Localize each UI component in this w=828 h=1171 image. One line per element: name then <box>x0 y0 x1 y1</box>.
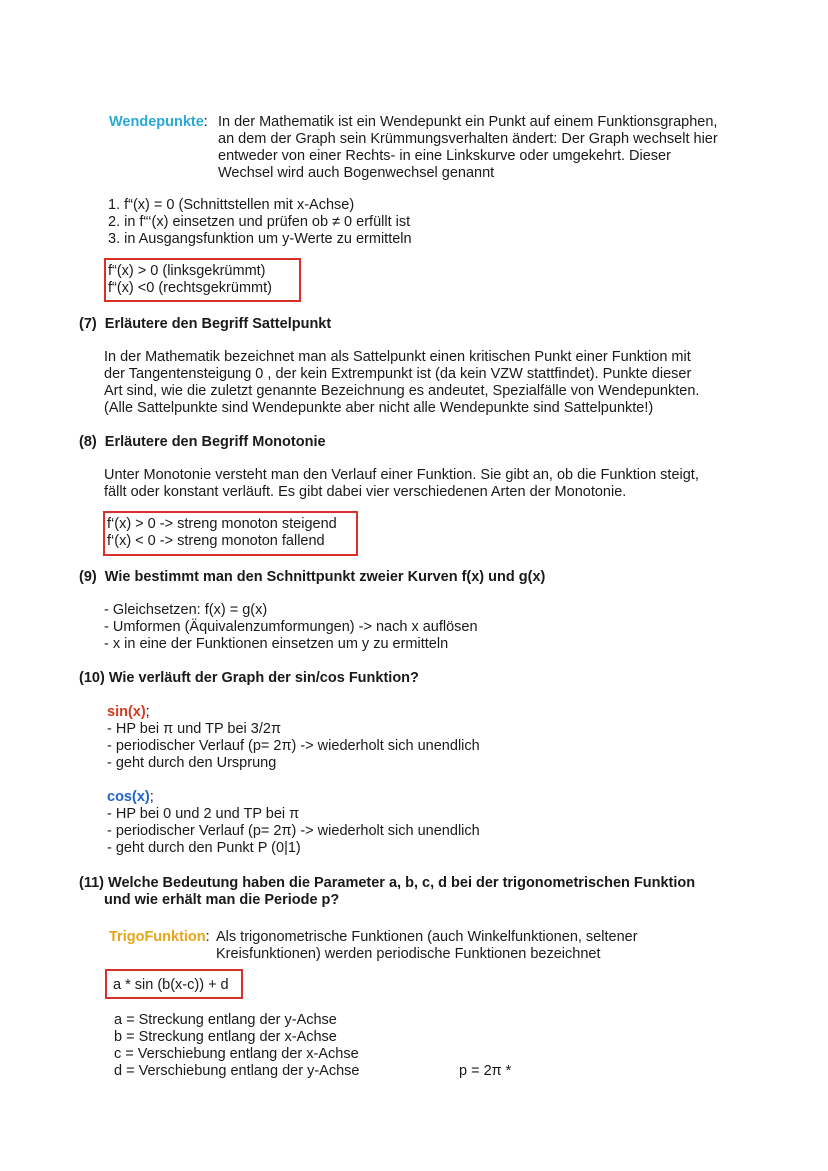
list-item: b = Streckung entlang der x-Achse <box>114 1029 337 1045</box>
list-item: 2. in f“‘(x) einsetzen und prüfen ob ≠ 0 erfüllt ist <box>108 214 411 230</box>
question-8-text: Unter Monotonie versteht man den Verlauf einer Funktion. Sie gibt an, ob die Funktion steigt, fällt oder konstant verläuft. Es gibt dabei vier verschiedenen Arten der Monotonie. <box>104 467 699 500</box>
question-7-heading: (7) Erläutere den Begriff Sattelpunkt <box>79 316 332 332</box>
list-item: - geht durch den Punkt P (0|1) <box>107 840 301 856</box>
trigo-definition: Als trigonometrische Funktionen (auch Winkelfunktionen, seltener Kreisfunktionen) werden periodische Funktionen bezeichnet <box>216 929 638 962</box>
question-11-heading: (11) Welche Bedeutung haben die Parameter a, b, c, d bei der trigonometrischen Funktion und wie erhält man die Periode p? <box>79 875 696 908</box>
trigo-term-line: TrigoFunktion: <box>109 929 210 945</box>
wendepunkte-term-line: Wendepunkte: <box>109 114 208 130</box>
parameter-list <box>114 1012 359 1080</box>
cos-block: cos(x); - HP bei 0 und 2 und TP bei π - periodischer Verlauf (p= 2π) -> wiederholt sich unendlich - geht durch den Punkt P (0|1) <box>107 789 480 856</box>
list-item: - Umformen (Äquivalenzumformungen) -> nach x auflösen <box>104 619 478 635</box>
formula-box: a * sin (b(x-c)) + d <box>105 969 243 999</box>
question-10-heading: (10) Wie verläuft der Graph der sin/cos Funktion? <box>79 670 419 686</box>
list-item: - periodischer Verlauf (p= 2π) -> wiederholt sich unendlich <box>107 823 480 839</box>
list-item: - Gleichsetzen: f(x) = g(x) <box>104 602 268 618</box>
list-item: - geht durch den Ursprung <box>107 755 277 771</box>
list-item: a = Streckung entlang der y-Achse <box>114 1012 337 1028</box>
question-9-heading: (9) Wie bestimmt man den Schnittpunkt zweier Kurven f(x) und g(x) <box>79 569 546 585</box>
sin-term: sin(x) <box>107 704 146 720</box>
list-item: c = Verschiebung entlang der x-Achse <box>114 1046 359 1062</box>
list-item: - periodischer Verlauf (p= 2π) -> wiederholt sich unendlich <box>107 738 480 754</box>
list-item: - HP bei π und TP bei 3/2π <box>107 721 281 737</box>
cos-term: cos(x) <box>107 789 150 805</box>
wendepunkte-term: Wendepunkte <box>109 114 204 130</box>
list-item: 1. f“(x) = 0 (Schnittstellen mit x-Achse) <box>108 197 355 213</box>
monotonie-box: f‘(x) > 0 -> streng monoton steigend f‘(x) < 0 -> streng monoton fallend <box>103 511 358 556</box>
trigo-term: TrigoFunktion <box>109 929 206 945</box>
sin-block: sin(x); - HP bei π und TP bei 3/2π - periodischer Verlauf (p= 2π) -> wiederholt sich unendlich - geht durch den Ursprung <box>107 704 480 771</box>
curvature-box: f“(x) > 0 (linksgekrümmt) f“(x) <0 (rechtsgekrümmt) <box>104 258 301 302</box>
question-7-text: In der Mathematik bezeichnet man als Sattelpunkt einen kritischen Punkt einer Funktion mit der Tangentensteigung 0 , der kein Extrempunkt ist (da kein VZW stattfindet). Punkte dieser Art sind, wie die zuletzt genannte Bezeichnung es andeutet, Spezialfälle von Wendepunkten. (Alle Sattelpunkte sind Wendepunkte aber nicht alle Wendepunkte sind Sattelpunkte!) <box>104 349 700 416</box>
list-item: - HP bei 0 und 2 und TP bei π <box>107 806 300 822</box>
list-item: - x in eine der Funktionen einsetzen um y zu ermitteln <box>104 636 449 652</box>
question-8-heading: (8) Erläutere den Begriff Monotonie <box>79 434 326 450</box>
wendepunkte-steps <box>108 197 412 248</box>
list-item: d = Verschiebung entlang der y-Achse <box>114 1063 360 1079</box>
wendepunkte-definition: In der Mathematik ist ein Wendepunkt ein Punkt auf einem Funktionsgraphen, an dem der Graph sein Krümmungsverhalten ändert: Der Graph wechselt hier entweder von einer Rechts- in eine Linkskurve oder umgekehrt. Dieser Wechsel wird auch Bogenwechsel genannt <box>218 114 718 181</box>
question-9-list <box>104 602 478 653</box>
period-formula: p = 2π * <box>459 1063 512 1079</box>
list-item: 3. in Ausgangsfunktion um y-Werte zu ermitteln <box>108 231 412 247</box>
